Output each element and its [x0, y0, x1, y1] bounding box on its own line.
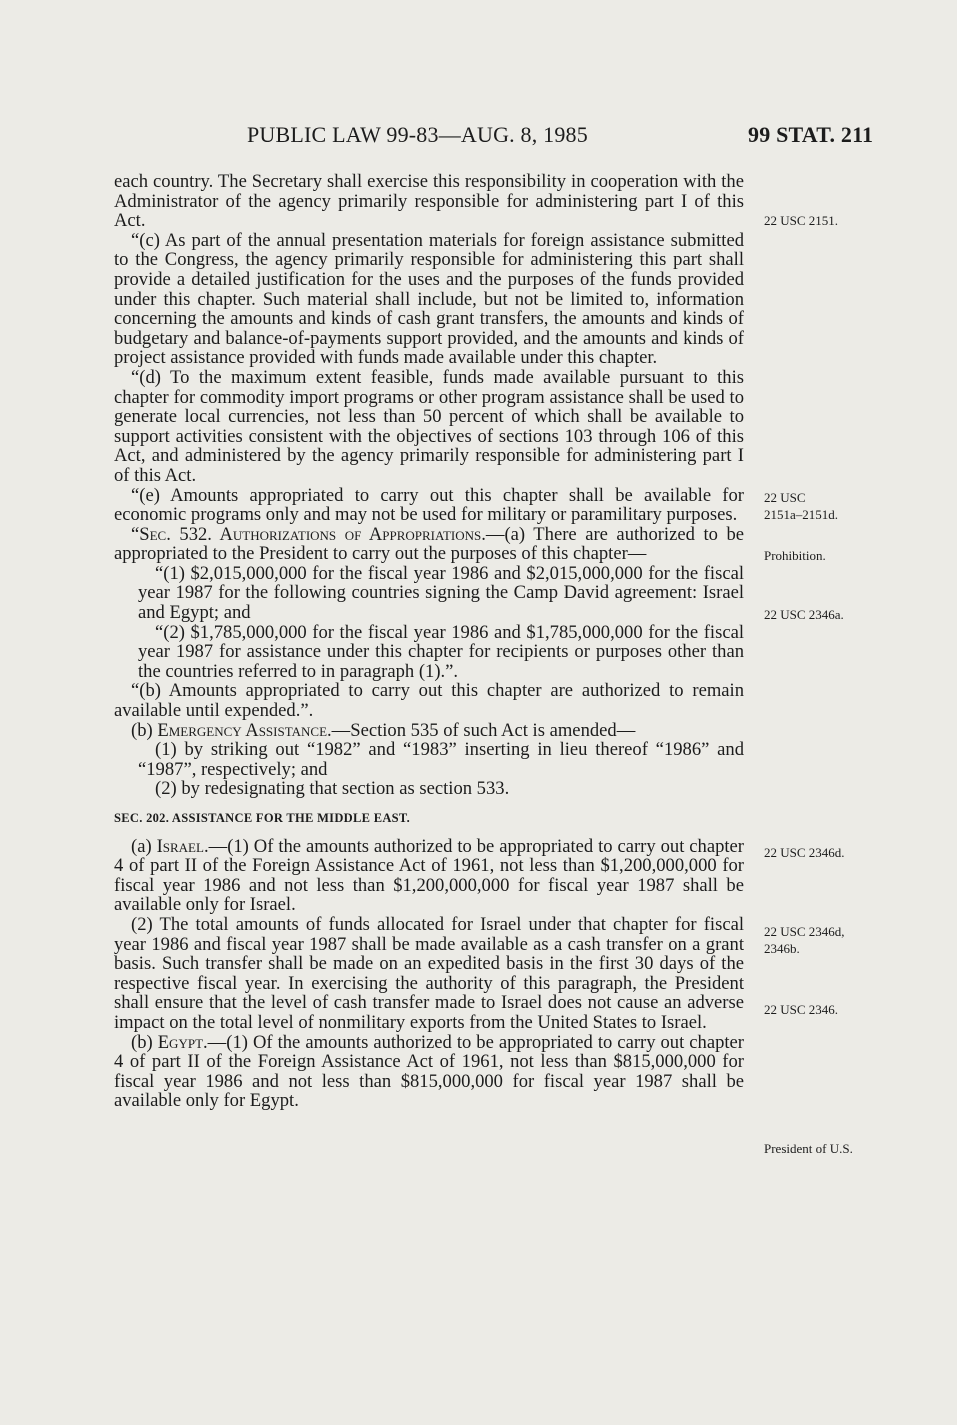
amendment-1: (1) by striking out “1982” and “1983” inserting in lieu thereof “1986” and “1987”, respectively; and	[138, 739, 744, 780]
paragraph-e: “(e) Amounts appropriated to carry out this chapter shall be available for economic programs only and may not be used for military or paramilitary purposes.	[114, 484, 744, 526]
section-202-title: SEC. 202. ASSISTANCE FOR THE MIDDLE EAST.	[114, 811, 411, 825]
egypt-heading: Egypt.	[157, 1031, 208, 1053]
margin-note-2151a-a: 22 USC	[764, 490, 806, 505]
section-532	[114, 525, 744, 564]
egypt-prefix: (b)	[131, 1031, 158, 1053]
paragraph-1: “(1) $2,015,000,000 for the fiscal year 1986 and $2,015,000,000 for the fiscal year 1987 for the following countries signing the Camp David agreement: Israel and Egypt; and	[138, 562, 744, 624]
emergency-text: —Section 535 of such Act is amended—	[331, 719, 636, 741]
margin-note-2151a-b: 2151a–2151d.	[764, 507, 839, 522]
open-quote: “	[131, 523, 140, 545]
margin-note-2151: 22 USC 2151.	[764, 213, 839, 228]
margin-note-president: President of U.S.	[764, 1141, 853, 1156]
paragraph-c: “(c) As part of the annual presentation materials for foreign assistance submitted to the Congress, the agency primarily responsible for administering this part shall provide a detailed justification for the uses and the purposes of the funds provided under this chapter. Such material shall include, but not be limited to, information concerning the amounts and kinds of cash grant transfers, the amounts and kinds of budgetary and balance-of-payments support provided, and the amounts and kinds of project assistance provided with funds made available under this chapter.	[114, 229, 744, 369]
israel-text: —(1) Of the amounts authorized to be appropriated to carry out chapter 4 of part II of the Foreign Assistance Act of 1961, not less than $1,200,000,000 for fiscal year 1986 and not less than $1,200,000,000 for fiscal year 1987 shall be available only for Israel.	[114, 835, 744, 916]
emergency-heading: Emergency Assistance.	[157, 719, 332, 741]
running-header-title: PUBLIC LAW 99-83—AUG. 8, 1985	[247, 122, 588, 147]
body-text	[114, 172, 744, 1111]
egypt-paragraph	[114, 1033, 744, 1111]
margin-note-2346d-b-a: 22 USC 2346d,	[764, 924, 845, 939]
paragraph-2: “(2) $1,785,000,000 for the fiscal year 1986 and $1,785,000,000 for the fiscal year 1987 for assistance under this chapter for recipients or purposes other than the countries referred to in paragraph (1).”.	[138, 621, 744, 682]
emergency-prefix: (b)	[131, 719, 158, 741]
margin-note-2346d: 22 USC 2346d.	[764, 845, 845, 860]
egypt-text: —(1) Of the amounts authorized to be appropriated to carry out chapter 4 of part II of the Foreign Assistance Act of 1961, not less than $815,000,000 for fiscal year 1986 and not less than $815,000,000 for fiscal year 1987 shall be available only for Egypt.	[114, 1031, 744, 1112]
margin-note-2346: 22 USC 2346.	[764, 1002, 839, 1017]
section-532-heading: Sec. 532. Authorizations of Appropriations.	[139, 523, 486, 545]
page-number-stat: 99 STAT. 211	[748, 122, 874, 147]
paragraph-b-expended: “(b) Amounts appropriated to carry out this chapter are authorized to remain available until expended.”.	[114, 680, 744, 722]
israel-paragraph	[114, 837, 744, 915]
margin-note-2346a: 22 USC 2346a.	[764, 607, 844, 622]
amendment-2: (2) by redesignating that section as section 533.	[155, 778, 510, 800]
israel-heading: Israel.	[156, 835, 209, 857]
paragraph-d: “(d) To the maximum extent feasible, funds made available pursuant to this chapter for commodity import programs or other program assistance shall be used to generate local currencies, not less than 50 percent of which shall be available to support activities consistent with the objectives of sections 103 through 106 of this Act, and administered by the agency primarily responsible for administering part I of this Act.	[114, 366, 744, 486]
margin-note-2346d-b-b: 2346b.	[764, 941, 800, 956]
section-532-text: —(a) There are authorized to be appropriated to the President to carry out the purposes of this chapter—	[114, 523, 744, 565]
margin-note-prohibition: Prohibition.	[764, 548, 826, 563]
emergency-assistance	[114, 721, 744, 741]
israel-prefix: (a)	[131, 835, 157, 857]
paragraph-continuation: each country. The Secretary shall exercise this responsibility in cooperation with the Administrator of the agency primarily responsible for administering part I of this Act.	[114, 171, 744, 232]
israel-paragraph-2: (2) The total amounts of funds allocated for Israel under that chapter for fiscal year 1986 and fiscal year 1987 shall be made available as a cash transfer on a grant basis. Such transfer shall be made on an expedited basis in the first 30 days of the respective fiscal year. In exercising the authority of this paragraph, the President shall ensure that the level of cash transfer made to Israel does not cause an adverse impact on the total level of nonmilitary exports from the United States to Israel.	[114, 913, 744, 1033]
